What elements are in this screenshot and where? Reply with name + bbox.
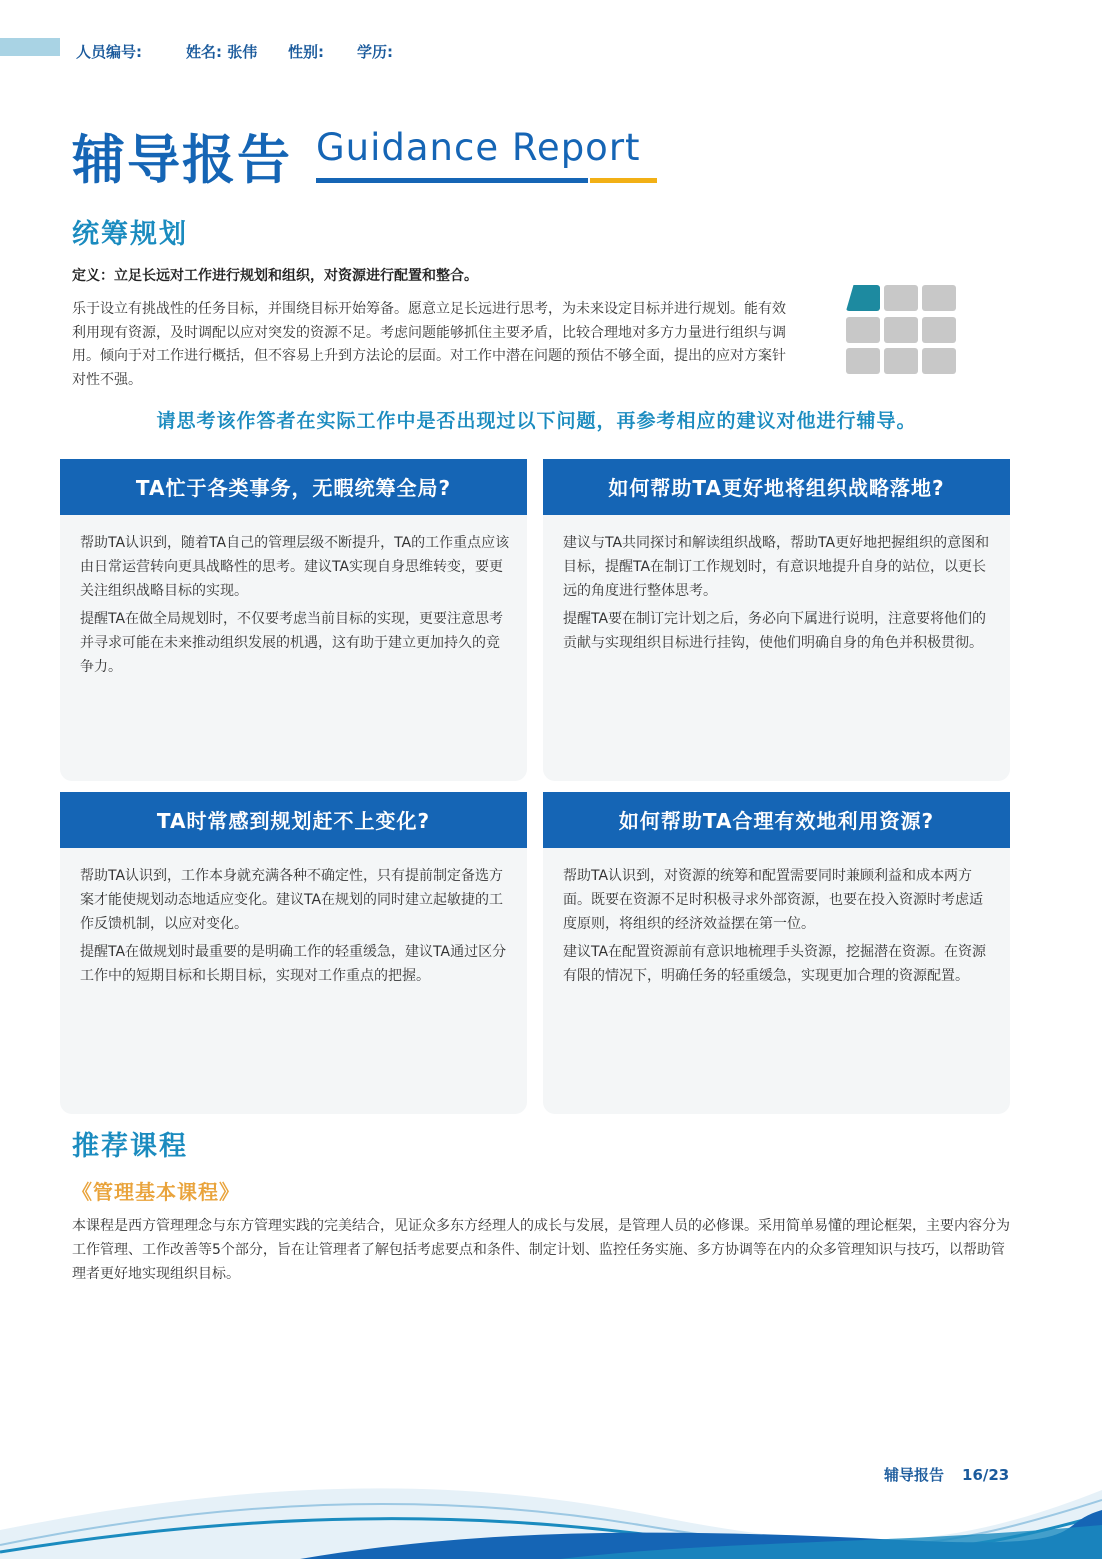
grid-icon [846, 285, 958, 375]
section-title-planning: 统筹规划 [72, 219, 188, 250]
decorative-waves [0, 1470, 1102, 1559]
title-underline-yellow [590, 178, 657, 183]
card-paragraph: 提醒TA在做全局规划时，不仅要考虑当前目标的实现，更要注意思考并寻求可能在未来推动组织发展的机遇，这有助于建立更加持久的竞争力。 [80, 611, 504, 675]
page-title: 辅导报告 [72, 130, 292, 191]
gender-label: 性别: [288, 43, 324, 61]
top-accent-bar [0, 38, 60, 56]
course-name: 《管理基本课程》 [72, 1180, 240, 1204]
card-paragraph: 帮助TA认识到，随着TA自己的管理层级不断提升，TA的工作重点应该由日常运营转向更具战略性的思考。建议TA实现自身思维转变，要更关注组织战略目标的实现。 [80, 535, 510, 599]
title-underline-blue [316, 178, 588, 183]
card-body [80, 864, 510, 992]
card-paragraph: 建议TA在配置资源前有意识地梳理手头资源，挖掘潜在资源。在资源有限的情况下，明确任务的轻重缓急，实现更加合理的资源配置。 [563, 944, 987, 984]
card-title: 如何帮助TA更好地将组织战略落地? [543, 459, 1010, 515]
advice-card [60, 792, 527, 1114]
card-body [563, 531, 993, 659]
card-title: 如何帮助TA合理有效地利用资源? [543, 792, 1010, 848]
name-label: 姓名: 张伟 [186, 43, 258, 61]
advice-card [543, 459, 1010, 781]
card-body [563, 864, 993, 992]
page-number: 16/23 [962, 1466, 1010, 1484]
description-text: 乐于设立有挑战性的任务目标，并围绕目标开始筹备。愿意立足长远进行思考，为未来设定目标并进行规划。能有效利用现有资源，及时调配以应对突发的资源不足。考虑问题能够抓住主要矛盾，比较合理地对多方力量进行组织与调用。倾向于对工作进行概括，但不容易上升到方法论的层面。对工作中潜在问题的预估不够全面，提出的应对方案针对性不强。 [72, 301, 786, 388]
card-title: TA时常感到规划赶不上变化? [60, 792, 527, 848]
section-title-courses: 推荐课程 [72, 1131, 188, 1162]
card-paragraph: 提醒TA在做规划时最重要的是明确工作的轻重缓急，建议TA通过区分工作中的短期目标和长期目标，实现对工作重点的把握。 [80, 944, 507, 984]
education-label: 学历: [357, 43, 393, 61]
definition-text: 定义：立足长远对工作进行规划和组织，对资源进行配置和整合。 [72, 268, 478, 284]
course-description: 本课程是西方管理理念与东方管理实践的完美结合，见证众多东方经理人的成长与发展，是管理人员的必修课。采用简单易懂的理论框架，主要内容分为工作管理、工作改善等5个部分，旨在让管理者了解包括考虑要点和条件、制定计划、监控任务实施、多方协调等在内的众多管理知识与技巧，以帮助管理者更好地实现组织目标。 [72, 1218, 1010, 1282]
card-paragraph: 提醒TA要在制订完计划之后，务必向下属进行说明，注意要将他们的贡献与实现组织目标进行挂钩，使他们明确自身的角色并积极贯彻。 [563, 611, 987, 651]
card-body [80, 531, 510, 683]
footer-label: 辅导报告 [884, 1466, 945, 1484]
id-label: 人员编号: [76, 43, 142, 61]
card-title: TA忙于各类事务，无暇统筹全局? [60, 459, 527, 515]
card-paragraph: 建议与TA共同探讨和解读组织战略，帮助TA更好地把握组织的意图和目标，提醒TA在制订工作规划时，有意识地提升自身的站位，以更长远的角度进行整体思考。 [563, 535, 990, 599]
page-subtitle: Guidance Report [316, 126, 641, 169]
advice-card [543, 792, 1010, 1114]
card-paragraph: 帮助TA认识到，对资源的统筹和配置需要同时兼顾利益和成本两方面。既要在资源不足时积极寻求外部资源，也要在投入资源时考虑适度原则，将组织的经济效益摆在第一位。 [563, 868, 983, 932]
guidance-prompt: 请思考该作答者在实际工作中是否出现过以下问题，再参考相应的建议对他进行辅导。 [156, 410, 917, 432]
card-paragraph: 帮助TA认识到，工作本身就充满各种不确定性，只有提前制定备选方案才能使规划动态地适应变化。建议TA在规划的同时建立起敏捷的工作反馈机制，以应对变化。 [80, 868, 504, 932]
advice-card [60, 459, 527, 781]
